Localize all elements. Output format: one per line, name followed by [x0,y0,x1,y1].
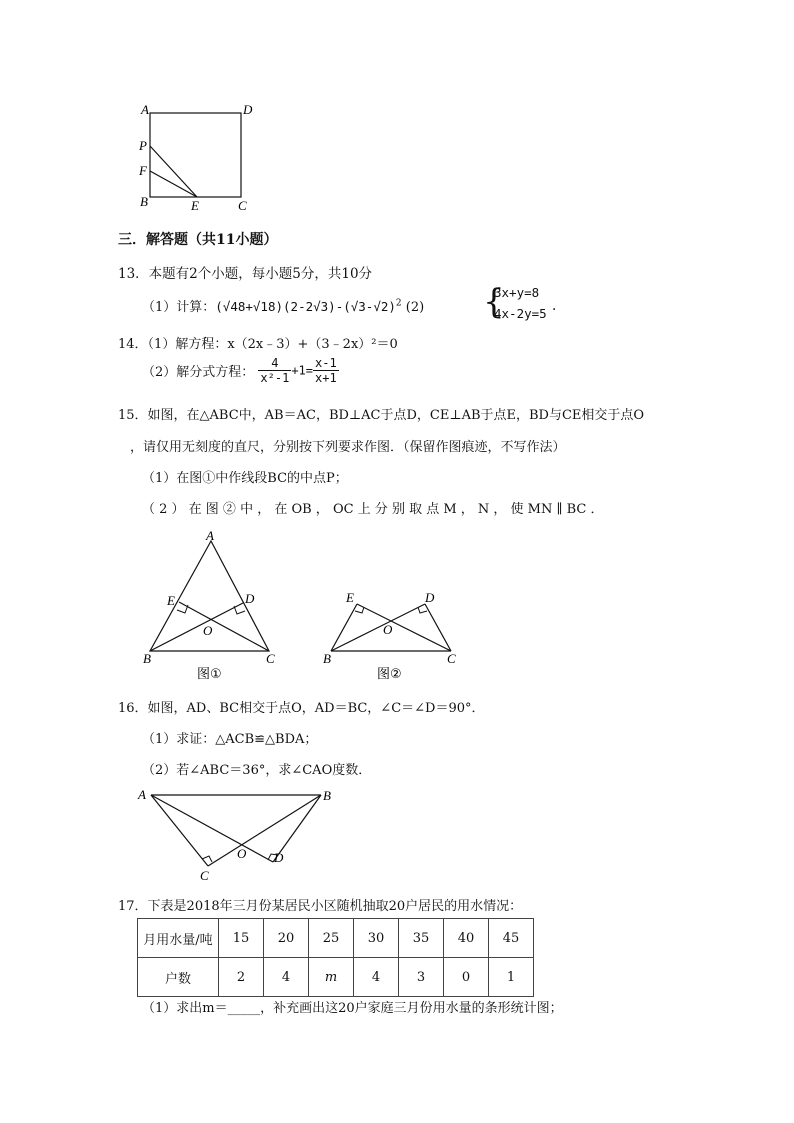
table-cell: 4 [354,958,399,997]
fig2-label-C: C [447,651,456,666]
q13-part1-label: （1）计算： [142,300,216,315]
q14-frac2 [313,356,339,385]
fig1-label-B: B [143,651,151,666]
fig1-label-C: C [266,651,275,666]
fig2-label-B: B [323,651,331,666]
fig2-caption: 图② [377,667,402,682]
fig16-label-O: O [237,846,247,861]
q15-line1: 15．如图，在△ABC中，AB＝AC，BD⊥AC于点D，CE⊥AB于点E，BD与CE相交于点O [118,408,645,423]
q13-eq1: 3x+y=8 [494,285,540,300]
q14-plus: +1= [291,363,314,378]
section-heading: 三．解答题（共11小题） [118,232,278,248]
fig2-label-E: E [346,590,354,605]
table-cell: 30 [354,919,399,958]
square-figure [130,96,270,214]
table-row-households [138,958,534,997]
q16-part1: （1）求证：△ACB≌△BDA； [142,732,318,747]
fig16-label-D: D [274,850,284,865]
table-cell: 25 [309,919,354,958]
fig1-label-O: O [203,623,213,638]
fig1-label-D: D [245,591,255,606]
q14-frac1 [258,356,291,385]
fig2-label-O: O [383,622,393,637]
q17-line1: 17．下表是2018年三月份某居民小区随机抽取20户居民的用水情况： [118,899,523,914]
table-cell: 2 [219,958,264,997]
fig16-label-B: B [323,788,331,803]
q15-figure1 [135,525,295,685]
q15-line2: ，请仅用无刻度的直尺，分别按下列要求作图．（保留作图痕迹，不写作法） [130,440,566,455]
table-cell: m [309,958,354,997]
fig2-label-D: D [425,590,435,605]
table-cell: 45 [489,919,534,958]
label-C: C [238,198,247,213]
q16-part2: （2）若∠ABC＝36°，求∠CAO度数． [142,763,372,778]
table-cell: 15 [219,919,264,958]
table-cell: 40 [444,919,489,958]
q15-part1: （1）在图①中作线段BC的中点P； [142,471,348,486]
q13-part2-label: (2) [405,300,425,315]
q16-figure [130,782,340,882]
table-header-households: 户数 [138,958,219,997]
q13-dot: . [552,298,557,314]
table-cell: 1 [489,958,534,997]
label-A: A [141,102,149,117]
q13-intro: 13．本题有2个小题，每小题5分，共10分 [118,266,373,282]
fig16-label-A: A [138,787,146,802]
q17-part1: （1）求出m＝_____，补充画出这20户家庭三月份用水量的条形统计图； [142,1001,563,1016]
q13-eq2: 4x-2y=5 [494,306,547,321]
q14-part2-label: （2）解分式方程： [142,365,255,380]
q14-part2 [142,356,339,385]
fig16-label-C: C [200,868,209,882]
label-D: D [243,102,253,117]
q13-part1 [142,296,424,315]
fig1-caption: 图① [197,667,222,682]
table-header-usage: 月用水量/吨 [138,919,219,958]
q13-part1-expr: (√48+√18)(2-2√3)-(√3-√2) [215,299,396,314]
q16-line1: 16．如图，AD、BC相交于点O，AD＝BC，∠C＝∠D＝90°． [118,701,485,716]
table-row-usage [138,919,534,958]
q14-frac1-den: x²-1 [260,371,290,385]
q13-system-brace: { [483,282,505,322]
fig1-label-A: A [206,528,214,543]
q14-frac1-num: 4 [258,356,291,371]
fig1-label-E: E [167,593,175,608]
table-cell: 35 [399,919,444,958]
label-F: F [139,163,147,178]
table-cell: 4 [264,958,309,997]
q14-frac2-num: x-1 [315,356,337,370]
q14-part1: 14．（1）解方程：x（2x﹣3）+（3﹣2x）²＝0 [118,337,398,352]
water-usage-table [137,918,534,997]
label-E: E [191,198,199,213]
q15-part2: （ 2 ） 在 图 ② 中 ， 在 OB ， OC 上 分 别 取 点 M ， N ， 使 MN ∥ BC ． [142,502,604,517]
q14-frac2-den: x+1 [315,371,337,385]
label-B: B [140,194,148,209]
q13-part1-exp: 2 [395,298,402,309]
q15-figure2 [315,580,475,685]
label-P: P [139,138,147,153]
table-cell: 3 [399,958,444,997]
table-cell: 20 [264,919,309,958]
table-cell: 0 [444,958,489,997]
